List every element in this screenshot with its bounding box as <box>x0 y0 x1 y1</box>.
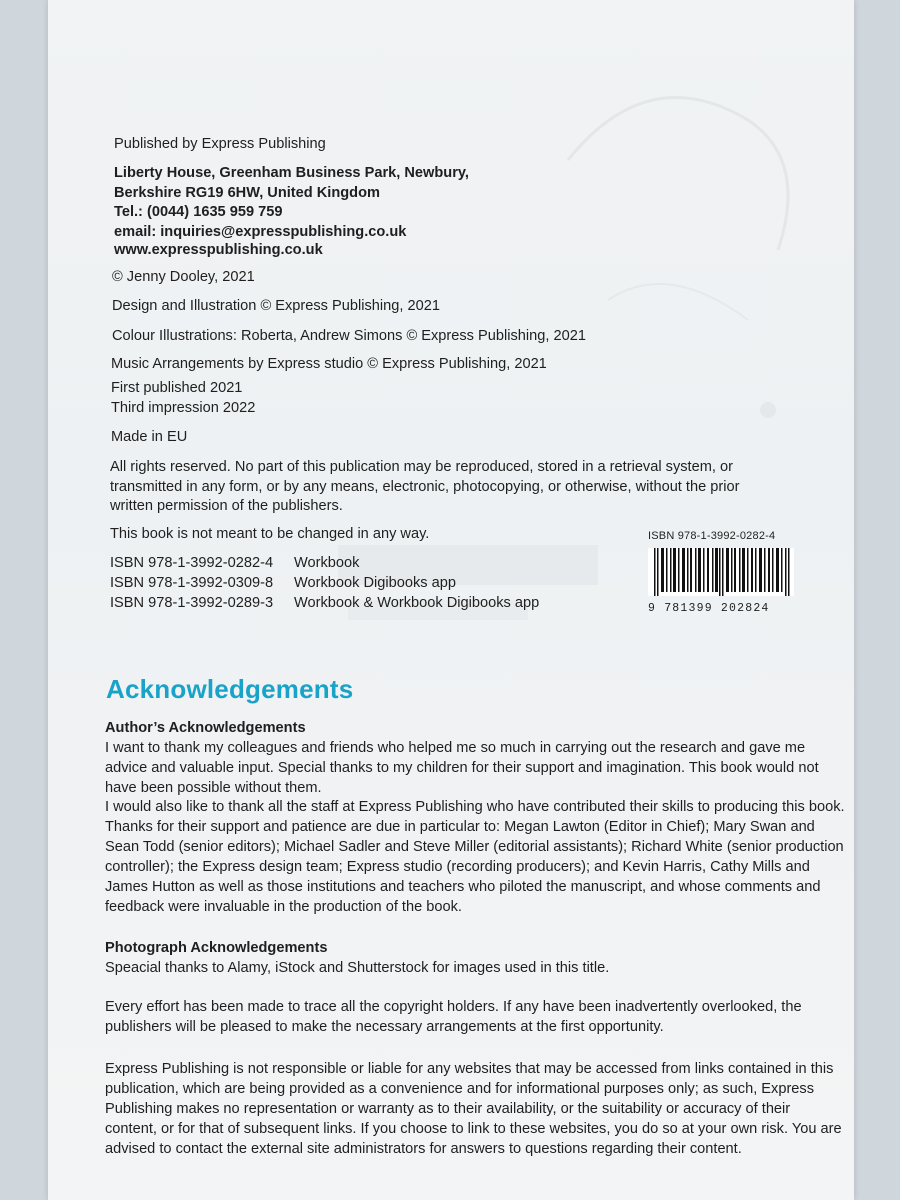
colour-credit: Colour Illustrations: Roberta, Andrew Simons © Express Publishing, 2021 <box>112 328 586 344</box>
isbn-row <box>110 553 359 573</box>
music-credit: Music Arrangements by Express studio © Express Publishing, 2021 <box>111 356 547 372</box>
published-by: Published by Express Publishing <box>114 136 326 152</box>
isbn-label: Workbook <box>294 555 360 571</box>
copyright-effort-text: Every effort has been made to trace all the copyright holders. If any have been inadvertently overlooked, the publishers will be pleased to make the necessary arrangements at the first opportunity. <box>105 999 802 1035</box>
copyright-line: © Jenny Dooley, 2021 <box>112 269 255 285</box>
author-ack-paragraph-2: I would also like to thank all the staff at Express Publishing who have contributed their skills to producing this book. Thanks for their support and patience are due in particular to: Megan Lawton (Editor in Chief); Mary Swan and Sean Todd (senior editors); Michael Sadler and Steve Miller (editorial assistants); Richard White (senior production controller); the Express design team; Express studio (recording producers); and Kevin Harris, Cathy Mills and James Hutton as well as those institutions and teachers who piloted the manuscript, and whose comments and feedback were invaluable in the production of the book. <box>105 799 845 915</box>
impression: Third impression 2022 <box>111 400 256 416</box>
isbn-number: ISBN 978-1-3992-0282-4 <box>110 555 274 571</box>
first-published: First published 2021 <box>111 380 243 396</box>
not-changed-line: This book is not meant to be changed in any way. <box>110 526 430 542</box>
book-page <box>48 0 854 1200</box>
address-line-2: Berkshire RG19 6HW, United Kingdom <box>114 185 380 201</box>
liability-disclaimer: Express Publishing is not responsible or liable for any websites that may be accessed from links contained in this publication, which are being provided as a convenience and for informational purposes only; as such, Express Publishing makes no representation or warranty as to their availability, or the suitability or accuracy of their content, or for that of subsequent links. If you choose to link to these websites, you do so at your own risk. You are advised to contact the external site administrators for answers to questions regarding their content. <box>105 1061 842 1157</box>
photo-ack-text: Speacial thanks to Alamy, iStock and Shutterstock for images used in this title. <box>105 960 610 976</box>
address-line-1: Liberty House, Greenham Business Park, Newbury, <box>114 165 469 181</box>
isbn-number: ISBN 978-1-3992-0309-8 <box>110 575 274 591</box>
photo-ack-heading: Photograph Acknowledgements <box>105 940 328 956</box>
rights-line-1: All rights reserved. No part of this publication may be reproduced, stored in a retrieval system, or <box>110 459 733 475</box>
made-in: Made in EU <box>111 429 188 445</box>
author-ack-heading: Author’s Acknowledgements <box>105 720 306 736</box>
rights-line-3: written permission of the publishers. <box>110 498 343 514</box>
barcode-digits: 9 781399 202824 <box>648 602 770 615</box>
isbn-row <box>110 593 539 613</box>
isbn-row <box>110 573 456 593</box>
telephone: Tel.: (0044) 1635 959 759 <box>114 204 283 220</box>
barcode-bars <box>648 548 794 596</box>
rights-line-2: transmitted in any form, or by any means, electronic, photocopying, or otherwise, without the prior <box>110 479 740 495</box>
design-credit: Design and Illustration © Express Publishing, 2021 <box>112 298 440 314</box>
author-ack-paragraph-1: I want to thank my colleagues and friends who helped me so much in carrying out the research and gave me advice and valuable input. Special thanks to my children for their support and imagination. This book would not have been possible without them. <box>105 740 819 796</box>
barcode-isbn: ISBN 978-1-3992-0282-4 <box>648 530 776 542</box>
acknowledgements-title: Acknowledgements <box>106 674 354 704</box>
email: email: inquiries@expresspublishing.co.uk <box>114 224 407 240</box>
website: www.expresspublishing.co.uk <box>114 242 323 258</box>
isbn-number: ISBN 978-1-3992-0289-3 <box>110 595 274 611</box>
isbn-label: Workbook & Workbook Digibooks app <box>294 595 540 611</box>
isbn-label: Workbook Digibooks app <box>294 575 456 591</box>
barcode <box>648 530 798 615</box>
